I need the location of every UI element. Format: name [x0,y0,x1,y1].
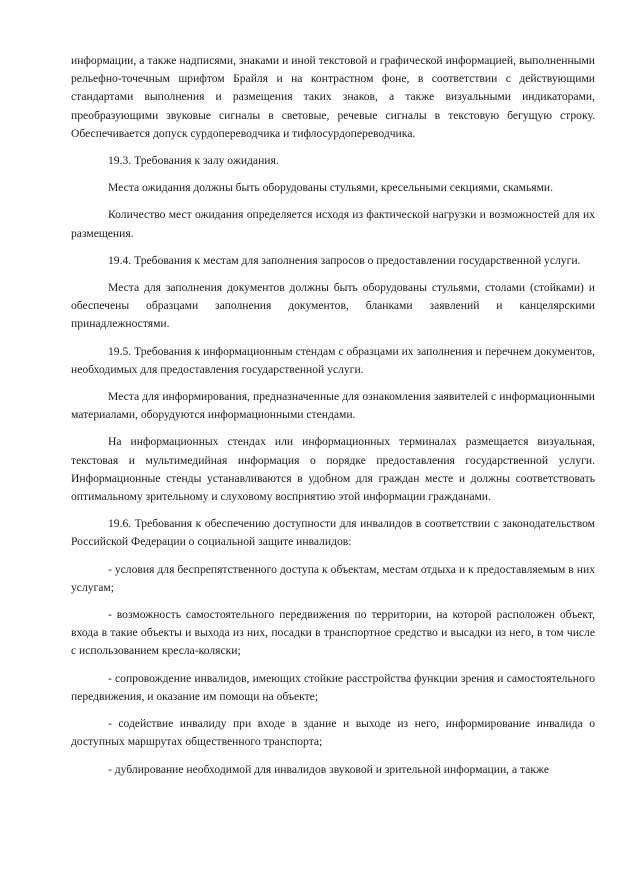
paragraph-continuation: информации, а также надписями, знаками и иной текстовой и графической информацией, выполненными рельефно-точечным шрифтом Брайля и на контрастном фоне, в соответствии с действующими стандартами выполнения и размещения таких знаков, а также визуальными индикаторами, преобразующими звуковые сигналы в световые, речевые сигналы в текстовую бегущую строку. Обеспечивается допуск сурдопереводчика и тифлосурдопереводчика. [71,54,595,140]
section-heading-19-4: 19.4. Требования к местам для заполнения запросов о предоставлении государственной услуги. [108,253,581,267]
document-body [71,52,595,788]
list-item: - возможность самостоятельного передвижения по территории, на которой расположен объект, входа в такие объекты и выхода из них, посадки в транспортное средство и высадки из него, в том числе с использованием кресла-коляски; [71,608,595,658]
list-item: - условия для беспрепятственного доступа к объектам, местам отдыха и к предоставляемым в них услугам; [71,562,595,594]
paragraph: Количество мест ожидания определяется исходя из фактической нагрузки и возможностей для их размещения. [71,208,595,240]
section-heading-19-5: 19.5. Требования к информационным стендам с образцами их заполнения и перечнем документов, необходимых для предоставления государственной услуги. [71,344,595,376]
list-item: - содействие инвалиду при входе в здание и выходе из него, информирование инвалида о доступных маршрутах общественного транспорта; [71,717,595,749]
paragraph: Места для заполнения документов должны быть оборудованы стульями, столами (стойками) и обеспечены образцами заполнения документов, бланками заявлений и канцелярскими принадлежностями. [71,281,595,331]
section-heading-19-3: 19.3. Требования к залу ожидания. [108,154,279,168]
list-item: - дублирование необходимой для инвалидов звуковой и зрительной информации, а также [108,762,549,776]
list-item: - сопровождение инвалидов, имеющих стойкие расстройства функции зрения и самостоятельного передвижения, и оказание им помощи на объекте; [71,671,595,703]
paragraph: Места ожидания должны быть оборудованы стульями, кресельными секциями, скамьями. [108,181,554,195]
paragraph: Места для информирования, предназначенные для ознакомления заявителей с информационными материалами, оборудуются информационными стендами. [71,390,595,422]
section-heading-19-6: 19.6. Требования к обеспечению доступности для инвалидов в соответствии с законодательством Российской Федерации о социальной защите инвалидов: [71,517,595,549]
paragraph: На информационных стендах или информационных терминалах размещается визуальная, текстовая и мультимедийная информация о порядке предоставления государственной услуги. Информационные стенды устанавливаются в удобном для граждан месте и должны соответствовать оптимальному зрительному и слуховому восприятию этой информации гражданами. [71,435,595,504]
